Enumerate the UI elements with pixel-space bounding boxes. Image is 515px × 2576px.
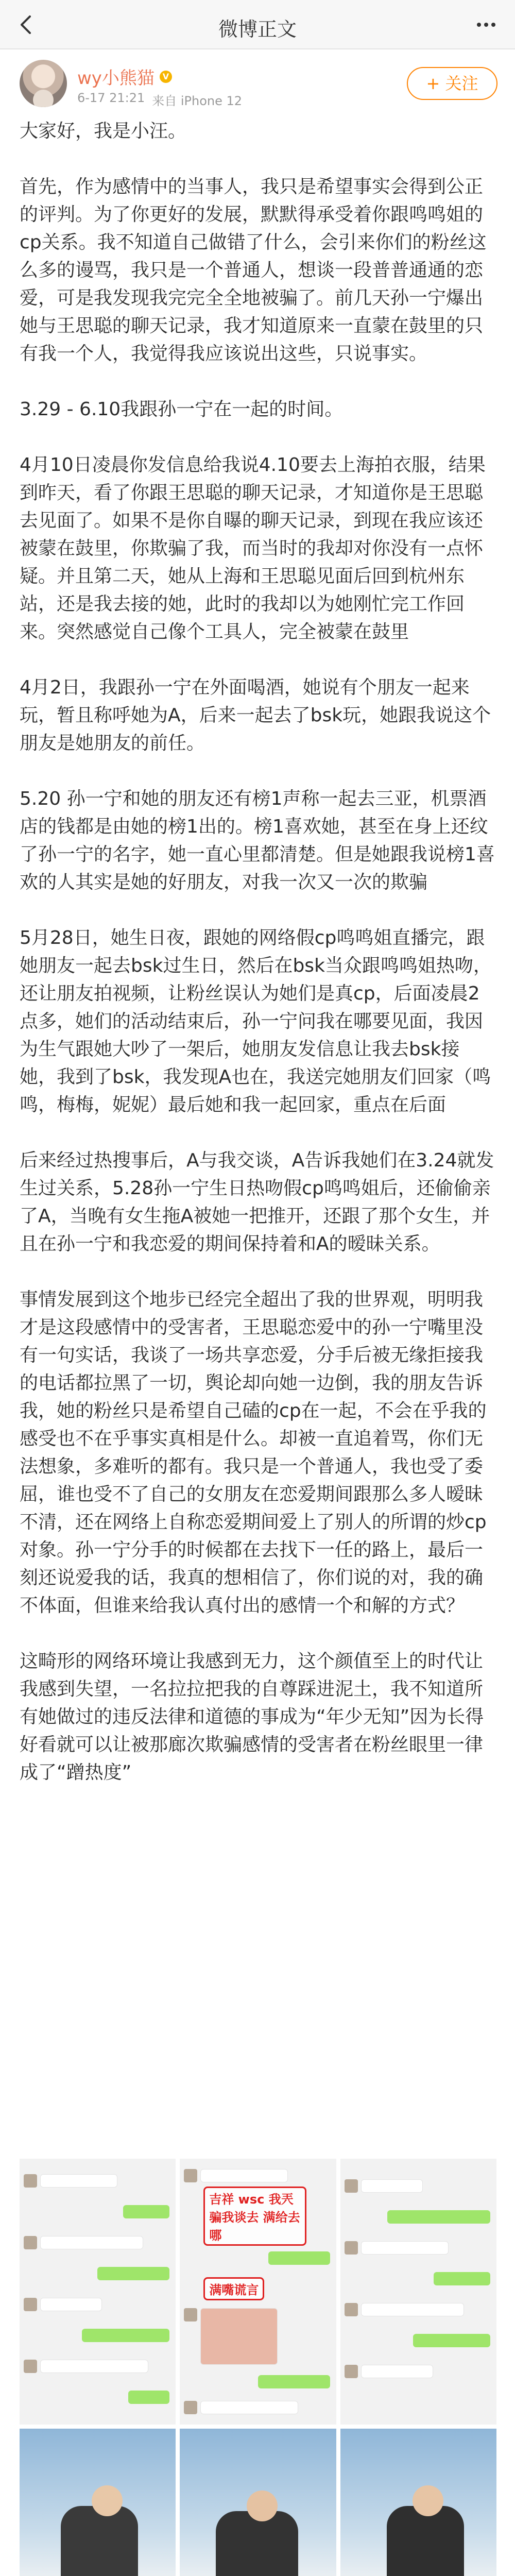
paragraph: 4月10日凌晨你发信息给我说4.10要去上海拍衣服，结果到昨天，看了你跟王思聪的聊天记录，才知道你是王思聪去见面了。如果不是你自曝的聊天记录，到现在我应该还被蒙在鼓里，你欺骗了我，而当时的我却对你没有一点怀疑。并且第二天，她从上海和王思聪见面后回到杭州东站，还是我去接的她，此时的我却以为她刚忙完工作回来。突然感觉自己像个工具人，完全被蒙在鼓里 <box>20 454 486 642</box>
page-title: 微博正文 <box>218 18 297 41</box>
paragraph: 4月2日，我跟孙一宁在外面喝酒，她说有个朋友一起来玩，暂且称呼她为A，后来一起去了bsk玩，她跟我说这个朋友是她朋友的前任。 <box>20 677 491 754</box>
paragraph: 3.29 - 6.10我跟孙一宁在一起的时间。 <box>20 399 344 420</box>
paragraph: 大家好，我是小汪。 <box>20 121 187 142</box>
skydiving-photo[interactable] <box>180 2429 336 2576</box>
paragraph: 这畸形的网络环境让我感到无力，这个颜值至上的时代让我感到失望，一名拉拉把我的自尊踩进泥土，我不知道所有她做过的违反法律和道德的事成为“年少无知”因为长得好看就可以让被那廊次欺骗感情的受害者在粉丝眼里一律成了“蹭热度” <box>20 1651 484 1783</box>
follow-button[interactable]: + 关注 <box>407 67 497 100</box>
post-source: 来自 iPhone 12 <box>152 94 243 108</box>
chat-screenshot[interactable] <box>340 2159 496 2425</box>
paragraph: 首先，作为感情中的当事人，我只是希望事实会得到公正的评判。为了你更好的发展，默默得承受着你跟鸣鸣姐的cp关系。我不知道自己做错了什么，会引来你们的粉丝这么多的谩骂，我只是一个普通人，想谈一段普普通通的恋爱，可是我发现我完完全全地被骗了。前几天孙一宁爆出她与王思聪的聊天记录，我才知道原来一直蒙在鼓里的只有我一个人，我觉得我应该说出这些，只说事实。 <box>20 176 487 364</box>
skydiving-photo[interactable] <box>20 2429 176 2576</box>
annotation-label: 满嘴谎言 <box>203 2277 264 2300</box>
paragraph: 后来经过热搜事后，A与我交谈，A告诉我她们在3.24就发生过关系，5.28孙一宁生日热吻假cp鸣鸣姐后，还偷偷亲了A，当晚有女生拖A被她一把推开，还跟了那个女生，并且在孙一宁和我恋爱的期间保持着和A的暧昧关系。 <box>20 1150 494 1255</box>
top-navigation-bar <box>0 0 515 49</box>
author-name[interactable]: wy小熊猫 <box>77 68 154 89</box>
vip-badge-icon: V <box>160 71 172 83</box>
author-row <box>0 49 515 117</box>
paragraph: 5.20 孙一宁和她的朋友还有榜1声称一起去三亚，机票酒店的钱都是由她的榜1出的。榜1喜欢她，甚至在身上还纹了孙一宁的名字，她一直心里都清楚。但是她跟我说榜1喜欢的人其实是她的好朋友，对我一次又一次的欺骗 <box>20 788 495 893</box>
paragraph: 5月28日，她生日夜，跟她的网络假cp鸣鸣姐直播完，跟她朋友一起去bsk过生日，然后在bsk当众跟鸣鸣姐热吻，还让朋友拍视频，让粉丝误认为她们是真cp，后面凌晨2点多，她们的活动结束后，孙一宁问我在哪要见面，我因为生气跟她大吵了一架后，她朋友发信息让我去bsk接她，我到了bsk，我发现A也在，我送完她朋友们回家（鸣鸣，梅梅，妮妮）最后她和我一起回家，重点在后面 <box>20 927 492 1115</box>
post-meta <box>77 91 242 109</box>
chat-screenshot[interactable] <box>180 2159 336 2425</box>
more-icon[interactable] <box>473 11 500 38</box>
post-content <box>20 117 496 1815</box>
chat-screenshot[interactable] <box>20 2159 176 2425</box>
skydiving-photo[interactable] <box>340 2429 496 2576</box>
avatar[interactable] <box>20 60 67 107</box>
paragraph: 事情发展到这个地步已经完全超出了我的世界观，明明我才是这段感情中的受害者，王思聪恋爱中的孙一宁嘴里没有一句实话，我谈了一场共享恋爱，分手后被无缘拒接我的电话都拉黑了一切，舆论却向她一边倒，我的朋友告诉我，她的粉丝只是希望自己磕的cp在一起，不会在乎我的感受也不在乎事实真相是什么。却被一直追着骂，你们无法想象，多难听的都有。我只是一个普通人，我也受了委屈，谁也受不了自己的女朋友在恋爱期间跟那么多人暧昧不清，还在网络上自称恋爱期间爱上了别人的所谓的炒cp对象。孙一宁分手的时候都在去找下一任的路上，最后一刻还说爱我的话，我真的想相信了，你们说的对，我的确不体面，但谁来给我认真付出的感情一个和解的方式？ <box>20 1289 487 1616</box>
author-name-row <box>77 64 172 89</box>
annotation-label: 吉祥 wsc 我兲 骗我谈去 满给去哪 <box>203 2187 306 2246</box>
post-date: 6-17 21:21 <box>77 91 145 105</box>
image-grid <box>20 2159 496 2576</box>
